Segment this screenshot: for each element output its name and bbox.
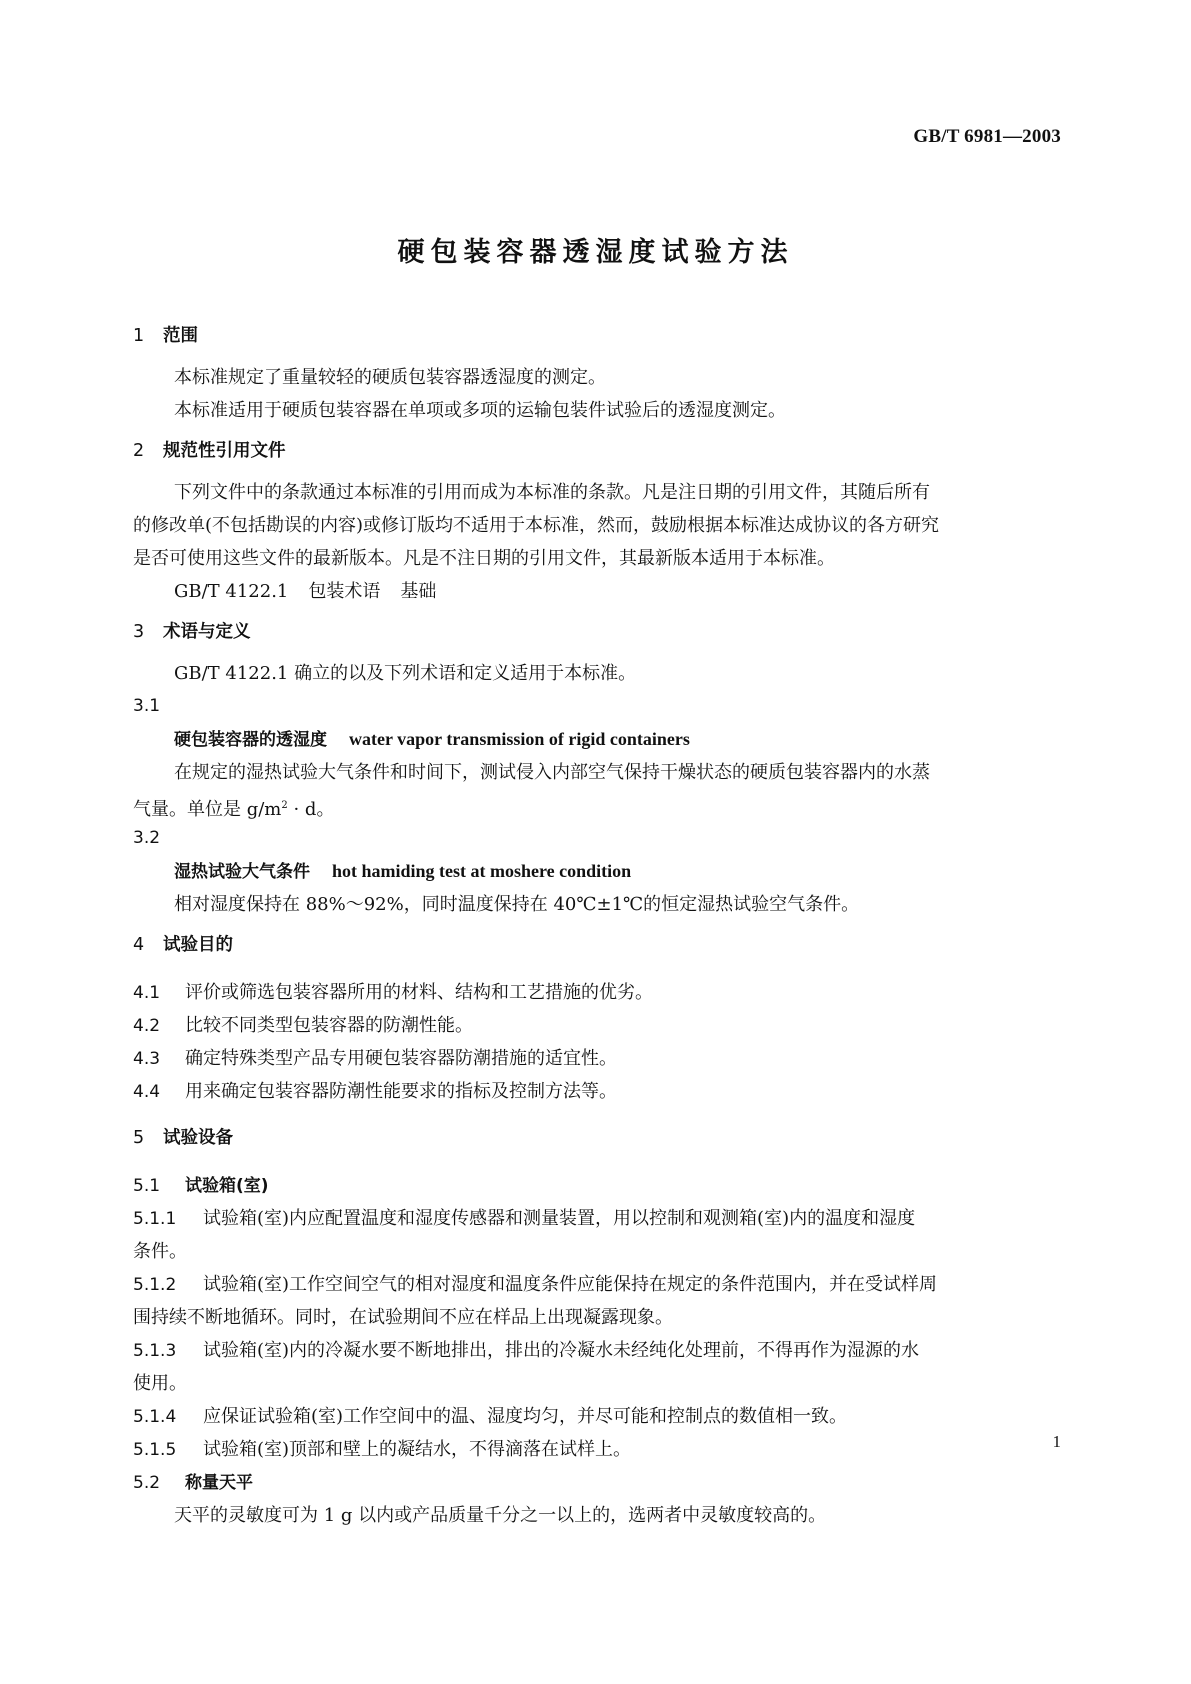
clause-5-1-5: 5.1.5 试验箱(室)顶部和壁上的凝结水，不得滴落在试样上。 (133, 1439, 632, 1460)
term-3-1-definition-line-2: 气量。单位是 $g/m^2 \cdot d$。 (133, 799, 335, 820)
clause-5-1-2-line-1: 5.1.2 试验箱(室)工作空间空气的相对湿度和温度条件应能保持在规定的条件范围内，并在受试样周 (133, 1274, 938, 1295)
section-2-paragraph-line-2: 的修改单(不包括勘误的内容)或修订版均不适用于本标准，然而，鼓励根据本标准达成协议的各方研究 (133, 515, 940, 536)
clause-5-2-text: 天平的灵敏度可为 1 g 以内或产品质量千分之一以上的，选两者中灵敏度较高的。 (174, 1505, 827, 1526)
section-2-paragraph-line-3: 是否可使用这些文件的最新版本。凡是不注日期的引用文件，其最新版本适用于本标准。 (133, 548, 835, 569)
section-1-paragraph-2: 本标准适用于硬质包装容器在单项或多项的运输包装件试验后的透湿度测定。 (174, 400, 786, 421)
section-4-heading: 4 试验目的 (133, 935, 233, 955)
clause-5-1-4: 5.1.4 应保证试验箱(室)工作空间中的温、湿度均匀，并尽可能和控制点的数值相一致。 (133, 1406, 848, 1427)
standard-code: GB/T 6981—2003 (913, 126, 1061, 147)
term-3-1-number: 3.1 (133, 696, 161, 716)
section-5-heading: 5 试验设备 (133, 1128, 233, 1148)
section-1-heading: 1 范围 (133, 326, 198, 346)
document-body (133, 320, 1063, 1532)
clause-5-1-3-line-2: 使用。 (133, 1373, 187, 1394)
clause-5-1-1-line-2: 条件。 (133, 1241, 187, 1262)
clause-4-1: 4.1 评价或筛选包装容器所用的材料、结构和工艺措施的优劣。 (133, 982, 653, 1003)
term-3-1-title: 硬包装容器的透湿度 water vapor transmission of rigid containers (174, 729, 690, 750)
clause-5-1-1-line-1: 5.1.1 试验箱(室)内应配置温度和湿度传感器和测量装置，用以控制和观测箱(室)内的温度和湿度 (133, 1208, 916, 1229)
clause-5-1-heading: 5.1 试验箱(室) (133, 1176, 269, 1196)
term-3-2-title: 湿热试验大气条件 hot hamiding test at moshere condition (174, 861, 632, 882)
section-3-heading: 3 术语与定义 (133, 622, 251, 642)
clause-4-3: 4.3 确定特殊类型产品专用硬包装容器防潮措施的适宜性。 (133, 1048, 617, 1069)
section-2-paragraph-line-1: 下列文件中的条款通过本标准的引用而成为本标准的条款。凡是注日期的引用文件，其随后所有 (174, 482, 930, 503)
clause-4-2: 4.2 比较不同类型包装容器的防潮性能。 (133, 1015, 473, 1036)
page-number: 1 (1052, 1432, 1061, 1451)
document-title: 硬包装容器透湿度试验方法 (397, 237, 794, 268)
term-3-1-definition-line-1: 在规定的湿热试验大气条件和时间下，测试侵入内部空气保持干燥状态的硬质包装容器内的水蒸 (174, 762, 930, 783)
section-2-heading: 2 规范性引用文件 (133, 441, 286, 461)
section-3-intro: GB/T 4122.1 确立的以及下列术语和定义适用于本标准。 (174, 663, 637, 684)
term-3-2-definition: 相对湿度保持在 88%～92%，同时温度保持在 40℃±1℃的恒定湿热试验空气条件。 (174, 894, 860, 915)
clause-4-4: 4.4 用来确定包装容器防潮性能要求的指标及控制方法等。 (133, 1081, 617, 1102)
clause-5-2-heading: 5.2 称量天平 (133, 1473, 253, 1493)
term-3-2-number: 3.2 (133, 828, 161, 848)
clause-5-1-3-line-1: 5.1.3 试验箱(室)内的冷凝水要不断地排出，排出的冷凝水未经纯化处理前，不得再作为湿源的水 (133, 1340, 920, 1361)
normative-reference: GB/T 4122.1 包装术语 基础 (174, 581, 437, 602)
section-1-paragraph-1: 本标准规定了重量较轻的硬质包装容器透湿度的测定。 (174, 367, 606, 388)
clause-5-1-2-line-2: 围持续不断地循环。同时，在试验期间不应在样品上出现凝露现象。 (133, 1307, 673, 1328)
